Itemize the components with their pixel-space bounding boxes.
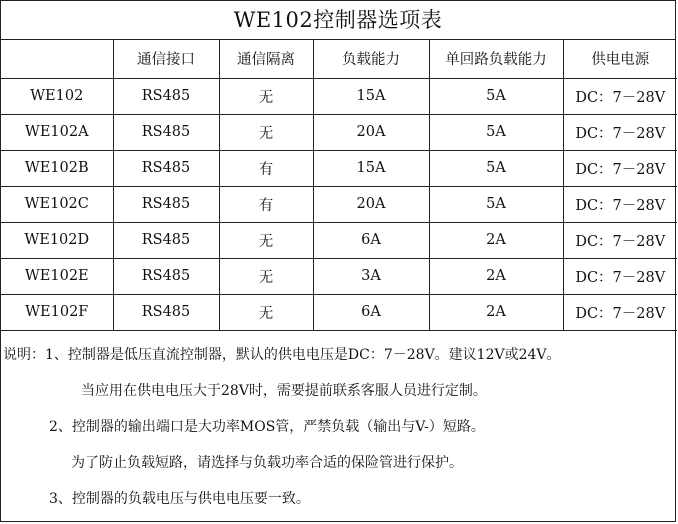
cell-load-capacity: 6A [313, 294, 429, 330]
header-model [1, 40, 113, 78]
cell-single-loop-load: 5A [429, 186, 563, 222]
cell-comm-isolation: 无 [219, 114, 313, 150]
cell-comm-interface: RS485 [113, 150, 219, 186]
cell-comm-isolation: 无 [219, 78, 313, 114]
cell-model: WE102 [1, 78, 113, 114]
table-row [1, 222, 677, 258]
note-line: 3、控制器的负载电压与供电电压要一致。 [49, 490, 310, 507]
cell-comm-interface: RS485 [113, 114, 219, 150]
cell-comm-interface: RS485 [113, 294, 219, 330]
cell-single-loop-load: 2A [429, 258, 563, 294]
notes-section [1, 331, 675, 517]
cell-model: WE102D [1, 222, 113, 258]
table-header-row [1, 40, 677, 78]
table-row [1, 258, 677, 294]
cell-power-supply: DC：7－28V [563, 222, 677, 258]
header-single-loop-load: 单回路负载能力 [429, 40, 563, 78]
cell-comm-interface: RS485 [113, 258, 219, 294]
header-comm-isolation: 通信隔离 [219, 40, 313, 78]
note-line: 2、控制器的输出端口是大功率MOS管，严禁负载（输出与V-）短路。 [49, 418, 485, 435]
cell-power-supply: DC：7－28V [563, 258, 677, 294]
table-row [1, 114, 677, 150]
cell-load-capacity: 3A [313, 258, 429, 294]
cell-comm-isolation: 无 [219, 222, 313, 258]
cell-single-loop-load: 5A [429, 114, 563, 150]
cell-load-capacity: 6A [313, 222, 429, 258]
controller-options-table [1, 40, 677, 331]
cell-comm-isolation: 有 [219, 150, 313, 186]
note-line: 当应用在供电电压大于28V时，需要提前联系客服人员进行定制。 [81, 382, 487, 399]
cell-comm-isolation: 无 [219, 294, 313, 330]
header-power-supply: 供电电源 [563, 40, 677, 78]
cell-load-capacity: 15A [313, 150, 429, 186]
cell-model: WE102B [1, 150, 113, 186]
page-title: WE102控制器选项表 [1, 1, 675, 40]
table-row [1, 294, 677, 330]
cell-model: WE102E [1, 258, 113, 294]
cell-comm-interface: RS485 [113, 222, 219, 258]
cell-model: WE102C [1, 186, 113, 222]
table-row [1, 150, 677, 186]
cell-comm-interface: RS485 [113, 186, 219, 222]
cell-single-loop-load: 2A [429, 222, 563, 258]
cell-model: WE102A [1, 114, 113, 150]
header-load-capacity: 负载能力 [313, 40, 429, 78]
cell-power-supply: DC：7－28V [563, 114, 677, 150]
cell-comm-isolation: 有 [219, 186, 313, 222]
note-line: 说明：1、控制器是低压直流控制器，默认的供电电压是DC：7－28V。建议12V或24V。 [3, 346, 561, 363]
cell-power-supply: DC：7－28V [563, 78, 677, 114]
table-row [1, 186, 677, 222]
cell-single-loop-load: 5A [429, 150, 563, 186]
header-comm-interface: 通信接口 [113, 40, 219, 78]
cell-comm-isolation: 无 [219, 258, 313, 294]
cell-load-capacity: 20A [313, 114, 429, 150]
cell-load-capacity: 20A [313, 186, 429, 222]
cell-power-supply: DC：7－28V [563, 150, 677, 186]
cell-single-loop-load: 2A [429, 294, 563, 330]
table-row [1, 78, 677, 114]
cell-power-supply: DC：7－28V [563, 186, 677, 222]
cell-power-supply: DC：7－28V [563, 294, 677, 330]
cell-load-capacity: 15A [313, 78, 429, 114]
cell-single-loop-load: 5A [429, 78, 563, 114]
cell-model: WE102F [1, 294, 113, 330]
note-line: 为了防止负载短路，请选择与负载功率合适的保险管进行保护。 [71, 454, 463, 471]
cell-comm-interface: RS485 [113, 78, 219, 114]
